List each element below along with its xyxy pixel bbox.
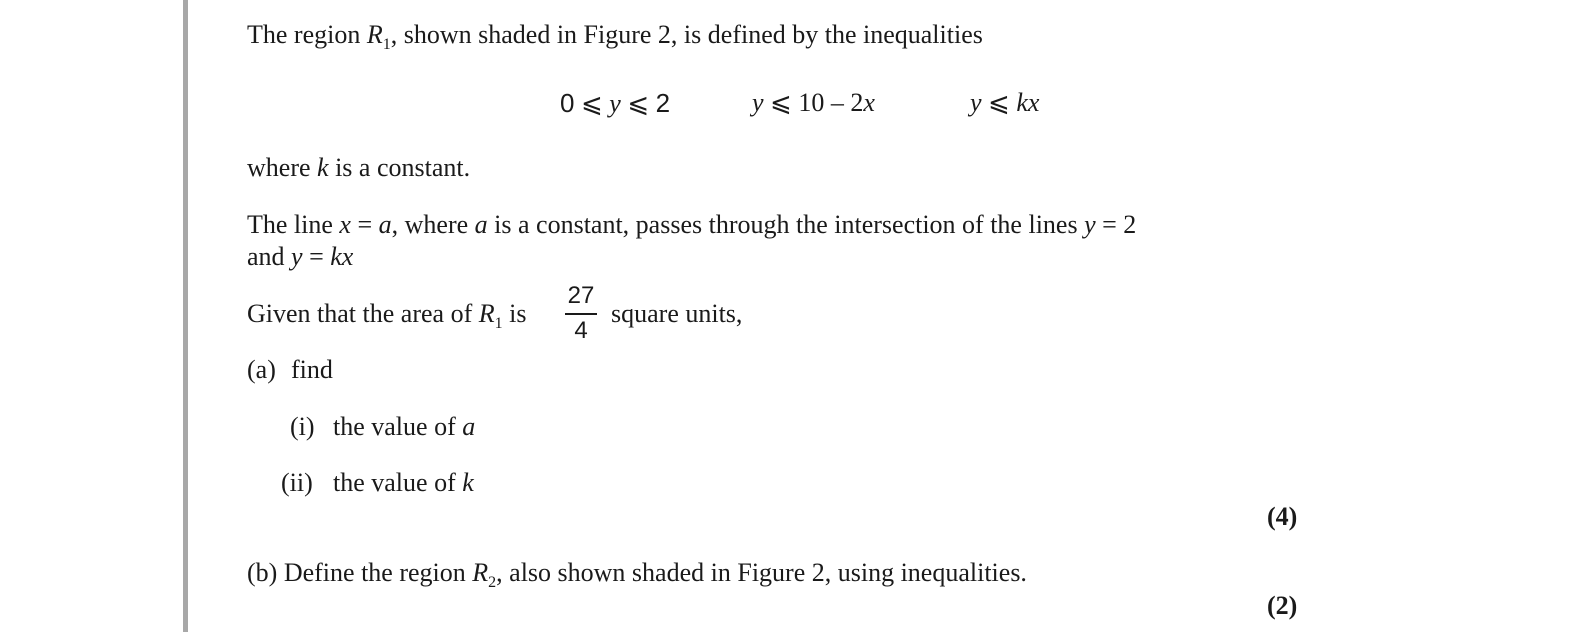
line-sentence: The line x = a, where a is a constant, passes through the intersection of the lines y = 2 [247, 210, 1137, 239]
fraction-numerator: 27 [567, 282, 595, 309]
part-a-text: find [291, 355, 333, 384]
part-b-marks: (2) [1267, 591, 1298, 620]
part-a-i-text: the value of a [333, 412, 476, 441]
area-given-text: Given that the area of $R_1$ is [247, 299, 527, 332]
part-b-text: (b) Define the region $R_2$, also shown shaded in Figure 2, using inequalities. [247, 558, 1027, 591]
part-a-marks: (4) [1267, 502, 1298, 531]
fraction-denominator: 4 [574, 317, 588, 344]
area-units-text: square units, [611, 299, 743, 328]
inequality-3: y ⩽ kx [970, 88, 1040, 117]
fraction-bar [565, 313, 597, 315]
part-a-ii-label: (ii) [281, 468, 313, 497]
constant-note: where k is a constant. [247, 153, 471, 182]
inequality-1: 0 ⩽ y ⩽ 2 [560, 88, 671, 118]
line-sentence-continued: and y = kx [247, 242, 354, 271]
page-margin-border [183, 0, 188, 632]
inequality-2: y ⩽ 10 – 2x [752, 88, 875, 117]
part-a-ii-text: the value of k [333, 468, 474, 497]
part-a-i-label: (i) [290, 412, 315, 441]
part-a-label: (a) [247, 355, 276, 384]
intro-sentence: The region $R_1$, shown shaded in Figure 2, is defined by the inequalities [247, 20, 983, 53]
